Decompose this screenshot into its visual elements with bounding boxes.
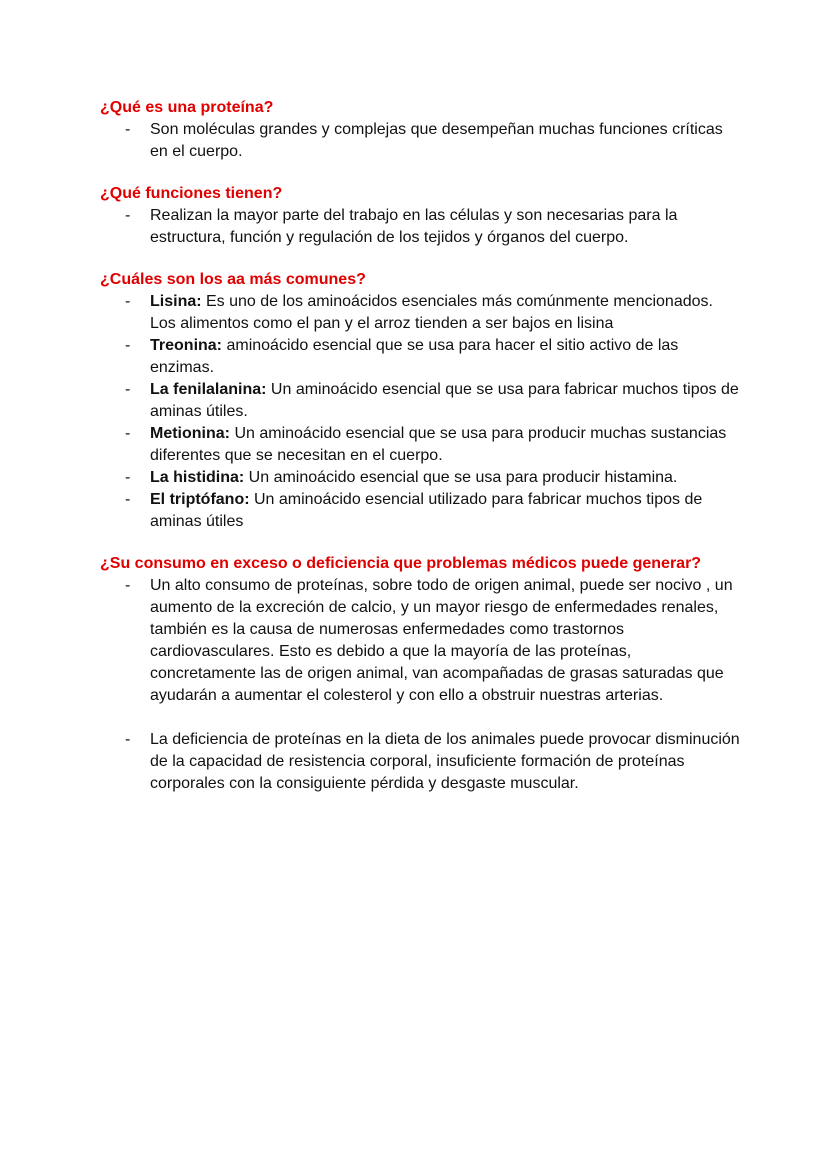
item-term: Metionina: xyxy=(150,425,230,442)
item-text: Es uno de los aminoácidos esenciales más comúnmente mencionados. Los alimentos como el pan y el arroz tienden a ser bajos en lisina xyxy=(150,293,713,332)
bullet-list xyxy=(100,205,740,249)
section-heading: ¿Cuáles son los aa más comunes? xyxy=(100,271,366,288)
item-text: Un alto consumo de proteínas, sobre todo de origen animal, puede ser nocivo , un aumento de la excreción de calcio, y un mayor riesgo de enfermedades renales, también es la causa de numerosas enfermedades como trastornos cardiovasculares. Esto es debido a que la mayoría de las proteínas, concretamente las de origen animal, van acompañadas de grasas saturadas que ayudarán a aumentar el colesterol y con ello a obstruir nuestras arterias. xyxy=(150,577,733,704)
list-item-triptofano xyxy=(100,489,740,533)
dash-bullet-icon: - xyxy=(125,381,131,398)
section-heading: ¿Qué funciones tienen? xyxy=(100,185,283,202)
list-item-histidina xyxy=(100,467,740,489)
item-term: Treonina: xyxy=(150,337,223,354)
section-heading: ¿Qué es una proteína? xyxy=(100,99,274,116)
item-text: Un aminoácido esencial que se usa para producir histamina. xyxy=(244,469,678,486)
dash-bullet-icon: - xyxy=(125,207,131,224)
item-term: Lisina: xyxy=(150,293,202,310)
list-item-deficiencia xyxy=(100,729,740,795)
item-text: Un aminoácido esencial que se usa para fabricar muchos tipos de aminas útiles. xyxy=(150,381,739,420)
list-item-metionina xyxy=(100,423,740,467)
item-text: Son moléculas grandes y complejas que desempeñan muchas funciones críticas en el cuerpo. xyxy=(150,121,723,160)
item-text: aminoácido esencial que se usa para hacer el sitio activo de las enzimas. xyxy=(150,337,679,376)
item-text: Realizan la mayor parte del trabajo en las células y son necesarias para la estructura, función y regulación de los tejidos y órganos del cuerpo. xyxy=(150,207,678,246)
item-term: La histidina: xyxy=(150,469,245,486)
list-item-treonina xyxy=(100,335,740,379)
dash-bullet-icon: - xyxy=(125,425,131,442)
section-que-es-proteina xyxy=(100,97,740,163)
item-text: Un aminoácido esencial utilizado para fabricar muchos tipos de aminas útiles xyxy=(150,491,703,530)
dash-bullet-icon: - xyxy=(125,469,131,486)
dash-bullet-icon: - xyxy=(125,337,131,354)
list-item-fenilalanina xyxy=(100,379,740,423)
list-item xyxy=(100,205,740,249)
item-text: Un aminoácido esencial que se usa para producir muchas sustancias diferentes que se necesitan en el cuerpo. xyxy=(150,425,727,464)
dash-bullet-icon: - xyxy=(125,491,131,508)
dash-bullet-icon: - xyxy=(125,577,131,594)
section-heading: ¿Su consumo en exceso o deficiencia que problemas médicos puede generar? xyxy=(100,555,702,572)
bullet-list xyxy=(100,575,740,795)
dash-bullet-icon: - xyxy=(125,121,131,138)
section-funciones xyxy=(100,183,740,249)
list-item-exceso xyxy=(100,575,740,707)
list-item-lisina xyxy=(100,291,740,335)
dash-bullet-icon: - xyxy=(125,293,131,310)
item-term: La fenilalanina: xyxy=(150,381,267,398)
item-term: El triptófano: xyxy=(150,491,250,508)
item-text: La deficiencia de proteínas en la dieta de los animales puede provocar disminución de la capacidad de resistencia corporal, insuficiente formación de proteínas corporales con la consiguiente pérdida y desgaste muscular. xyxy=(150,731,740,792)
list-item xyxy=(100,119,740,163)
section-aa-comunes xyxy=(100,269,740,533)
bullet-list xyxy=(100,291,740,533)
section-consumo-exceso-deficiencia xyxy=(100,553,740,795)
dash-bullet-icon: - xyxy=(125,731,131,748)
document-page xyxy=(100,97,740,815)
bullet-list xyxy=(100,119,740,163)
